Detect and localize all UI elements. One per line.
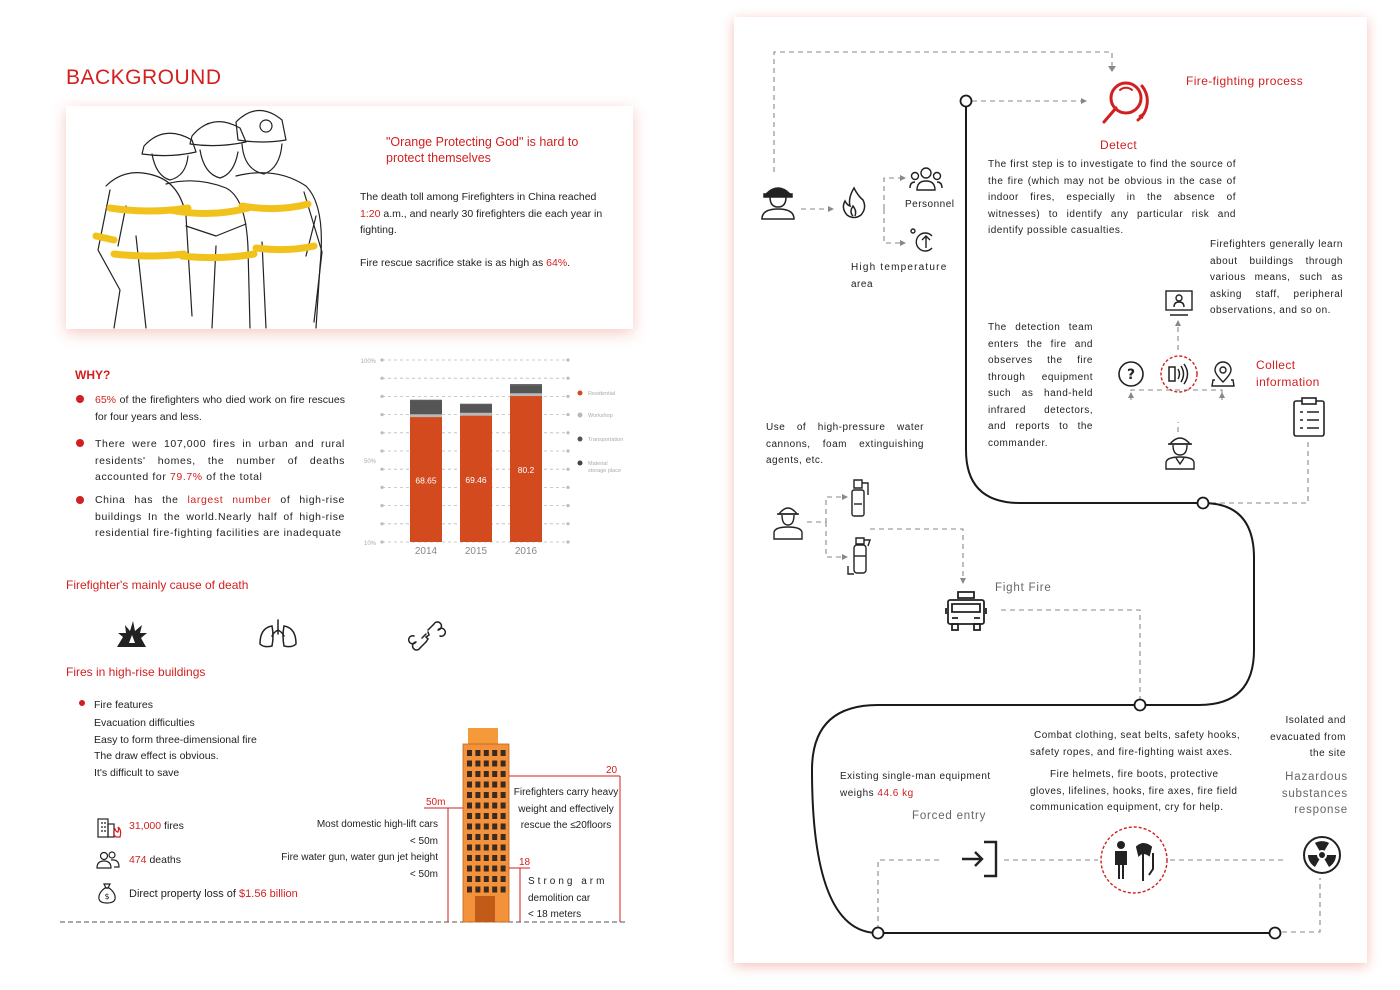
why-bullet-2: There were 107,000 fires in urban and rural residents' homes, the number of deaths accounted for 79.7% of the total (95, 438, 345, 483)
svg-text:?: ? (1126, 367, 1136, 383)
stat-deaths: 474 deaths (129, 854, 181, 866)
why-bullet-1: 65% of the firefighters who died work on fire rescues for four years and less. (95, 394, 345, 423)
personnel-label: Personnel (905, 199, 955, 210)
why-title: WHY? (75, 368, 111, 382)
highrise-title: Fires in high-rise buildings (66, 665, 206, 679)
y-tick-label: 100% (360, 359, 376, 365)
equipment-gear-icon (1099, 825, 1169, 895)
clipboard-icon (1292, 396, 1326, 438)
entry-icon (960, 840, 1000, 878)
lift-cars-text: Most domestic high-lift cars < 50m (316, 819, 438, 847)
stat-property-loss: Direct property loss of $1.56 billion (129, 888, 298, 900)
forced-entry-title: Forced entry (912, 810, 987, 822)
height-label-18: 18 (519, 857, 531, 868)
height-label-50m: 50m (426, 797, 446, 808)
x-tick-label: 2016 (514, 546, 538, 557)
personnel-icon (909, 166, 943, 192)
cause-of-death-title: Firefighter's mainly cause of death (66, 578, 249, 592)
commander-icon (1164, 432, 1196, 470)
list-item: It's difficult to save (94, 766, 180, 779)
fire-features-label: Fire features (94, 699, 153, 711)
combat-clothing-text: Combat clothing, seat belts, safety hooks, safety ropes, and fire-fighting waist axes. Fire helmets, fire boots, protective gloves, lifelines, hooks, fire axes, fire field communication equipment, cry for help. (1030, 730, 1241, 813)
hero-sacrifice-text: Fire rescue sacrifice stake is as high as 64%. (360, 257, 571, 269)
stat-fires: 31,000 fires (129, 820, 184, 832)
monitor-user-icon (1164, 289, 1194, 317)
y-tick-label: 50% (363, 459, 376, 466)
list-item: The draw effect is obvious. (94, 750, 219, 762)
flame-icon (841, 186, 867, 220)
question-icon (1117, 360, 1145, 388)
detect-text: The first step is to investigate to find the source of the fire (which may not be obvious in the case of indoor fires, especially in the absence of witnesses) to identify any particular risk and identify possible casualties. (988, 159, 1236, 236)
fight-fire-title: Fight Fire (995, 582, 1052, 594)
y-tick-label: 10% (363, 541, 376, 547)
legend-label: Workshop (588, 413, 613, 419)
legend-label: Transportation (588, 437, 624, 443)
hero-death-toll-text: The death toll among Firefighters in China reached 1:20 a.m., and nearly 30 firefighters die each year in fighting. (360, 191, 603, 236)
carry-weight-text: Firefighters carry heavy weight and effectively rescue the ≤20floors (513, 787, 619, 831)
legend-label: storage place (588, 468, 622, 474)
radiation-hazard-icon (1302, 835, 1342, 875)
location-pin-icon (1211, 362, 1235, 388)
magnifier-detect-icon (1094, 72, 1158, 132)
collect-info-title: Collect information (1256, 358, 1320, 389)
bar-data-label: 80.2 (517, 465, 535, 476)
process-title: Fire-fighting process (1186, 74, 1304, 88)
hazardous-title: Hazardous substances response (1281, 771, 1348, 816)
water-cannon-text: Use of high-pressure water cannons, foam extinguishing agents, etc. (766, 422, 924, 466)
isolated-text: Isolated and evacuated from the site (1270, 715, 1346, 759)
fire-extinguisher-icon (846, 536, 874, 574)
why-bullet-3: China has the largest number of high-rise buildings In the world.Nearly half of high-rise residential fire-fighting facilities are inadequate (95, 494, 345, 539)
firefighter-worker-icon (772, 502, 804, 540)
x-tick-label: 2015 (464, 546, 488, 557)
water-cannon-icon (848, 478, 872, 520)
x-tick-label: 2014 (414, 546, 438, 557)
detection-team-text: The detection team enters the fire and observes the fire through equipment such as hand-held infrared detectors, and reports to the commander. (988, 322, 1093, 449)
firefighter-icon (760, 182, 796, 220)
infrared-detector-icon (1159, 354, 1199, 394)
page-title: BACKGROUND (66, 66, 222, 89)
list-item: Evacuation difficulties (94, 717, 195, 729)
list-item: Easy to form three-dimensional fire (94, 733, 257, 746)
strong-arm-text: Strong arm demolition car < 18 meters (528, 876, 608, 920)
fire-truck-icon (944, 590, 988, 632)
legend-label: Residential (588, 391, 616, 397)
height-label-20: 20 (606, 765, 618, 776)
bar-data-label: 68.65 (415, 475, 437, 486)
legend-label: Material (588, 461, 608, 467)
equipment-weight-text: Existing single-man equipment weighs 44.6 kg (840, 771, 991, 799)
bar-data-label: 69.46 (465, 474, 487, 485)
high-temp-label: High temperature area (851, 262, 948, 290)
water-gun-text: Fire water gun, water gun jet height < 50m (281, 852, 438, 880)
learn-buildings-text: Firefighters generally learn about buildings through various means, such as asking staff, peripheral observations, and so on. (1210, 239, 1343, 316)
temperature-icon (910, 228, 936, 254)
detect-title: Detect (1100, 138, 1138, 152)
svg-text:$: $ (104, 892, 110, 901)
hero-quote: "Orange Protecting God" is hard to protect themselves (386, 135, 579, 165)
